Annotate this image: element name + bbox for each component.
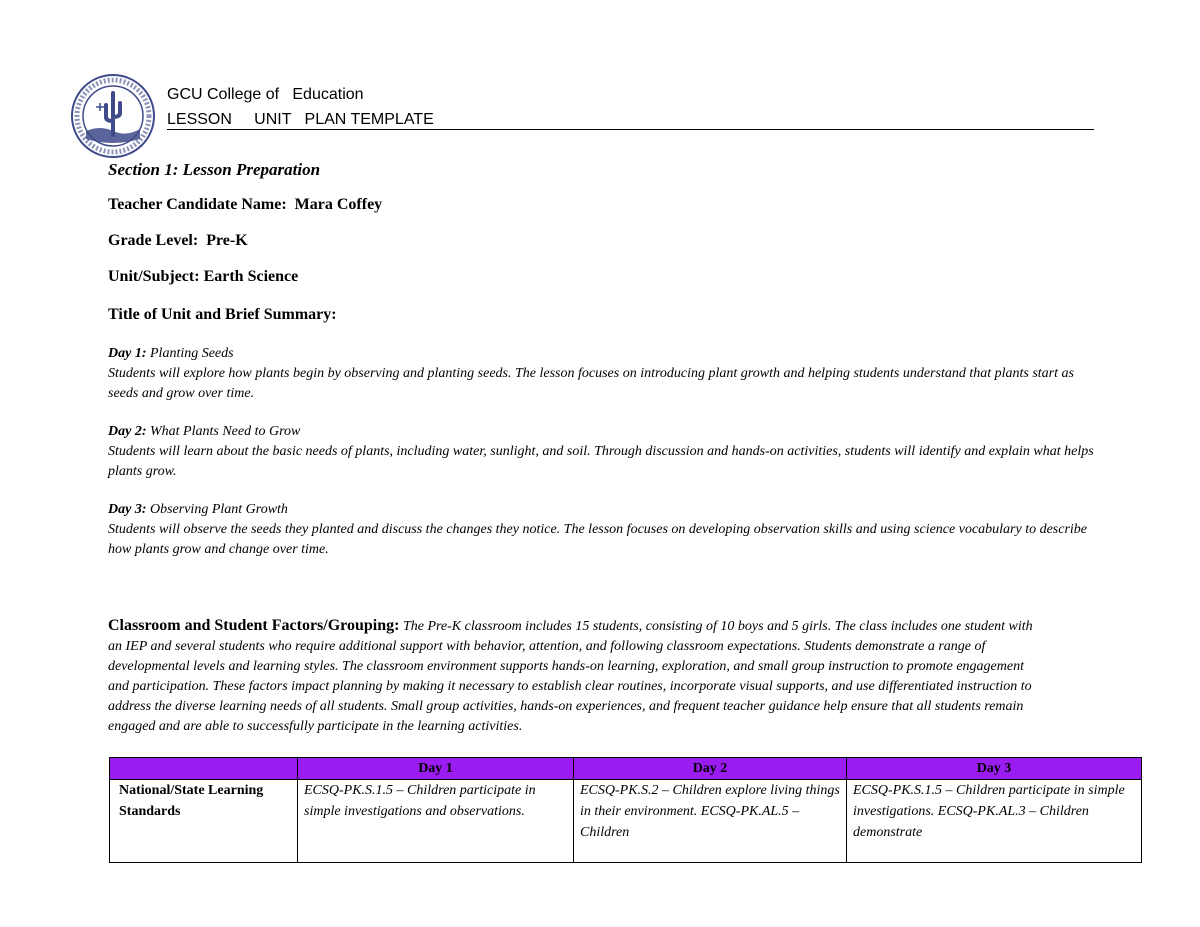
table-header-cell	[110, 758, 298, 780]
day-label: Day 2:	[108, 424, 147, 439]
table-cell: ECSQ-PK.S.2 – Children explore living things in their environment. ECSQ-PK.AL.5 – Children	[574, 780, 847, 863]
classroom-factors-text: The Pre-K classroom includes 15 students, consisting of 10 boys and 5 girls. The class includes one student with an IEP and several students who require additional support with behavior, attention, and following classroom expectations. Students demonstrate a range of developmental levels and learning styles. The classroom environment supports hands-on learning, exploration, and small group instruction to promote engagement and participation. These factors impact planning by making it necessary to establish clear routines, incorporate visual supports, and use differentiated instruction to address the diverse learning needs of all students. Small group activities, hands-on experiences, and frequent teacher guidance help ensure that all students remain engaged and are able to successfully participate in the learning activities.	[108, 619, 1033, 734]
table-header-cell: Day 1	[298, 758, 574, 780]
day-title: Observing Plant Growth	[150, 502, 288, 517]
college-name: GCU College of Education	[167, 86, 364, 103]
teacher-name-value: Mara Coffey	[294, 196, 383, 213]
grade-level-value: Pre-K	[206, 232, 248, 249]
row-label: National/State Learning Standards	[110, 780, 298, 863]
table-header-row	[110, 758, 1142, 780]
classroom-factors-label: Classroom and Student Factors/Grouping:	[108, 617, 400, 634]
summary-heading: Title of Unit and Brief Summary:	[108, 306, 337, 323]
template-title: LESSON UNIT PLAN TEMPLATE	[167, 110, 1094, 130]
table-row	[110, 780, 1142, 863]
day-text: Students will observe the seeds they planted and discuss the changes they notice. The lesson focuses on developing observation skills and using science vocabulary to describe how plants grow and change over time.	[108, 522, 1088, 557]
day-text: Students will explore how plants begin by observing and planting seeds. The lesson focuses on introducing plant growth and helping students understand that plants start as seeds and grow over time.	[108, 366, 1074, 401]
day-title: Planting Seeds	[150, 346, 234, 361]
grade-level-field	[108, 232, 248, 250]
day-summary-2	[108, 422, 1098, 482]
table-header-cell: Day 3	[847, 758, 1142, 780]
day-text: Students will learn about the basic needs of plants, including water, sunlight, and soil. Through discussion and hands-on activities, students will identify and explain what helps plants grow.	[108, 444, 1094, 479]
day-summary-1	[108, 344, 1098, 404]
table-header-cell: Day 2	[574, 758, 847, 780]
standards-table	[109, 757, 1142, 863]
subject-label: Unit/Subject:	[108, 268, 200, 285]
subject-value: Earth Science	[203, 268, 299, 285]
classroom-factors	[108, 616, 1048, 737]
day-label: Day 3:	[108, 502, 147, 517]
teacher-name-label: Teacher Candidate Name:	[108, 196, 287, 213]
section-title: Section 1: Lesson Preparation	[108, 160, 321, 179]
table-cell: ECSQ-PK.S.1.5 – Children participate in simple investigations and observations.	[298, 780, 574, 863]
teacher-name-field	[108, 196, 382, 214]
grade-level-label: Grade Level:	[108, 232, 199, 249]
subject-field	[108, 268, 298, 286]
day-summary-3	[108, 500, 1098, 560]
university-seal-icon	[70, 73, 156, 159]
day-title: What Plants Need to Grow	[150, 424, 301, 439]
table-cell: ECSQ-PK.S.1.5 – Children participate in simple investigations. ECSQ-PK.AL.3 – Children demonstrate	[847, 780, 1142, 863]
day-label: Day 1:	[108, 346, 147, 361]
